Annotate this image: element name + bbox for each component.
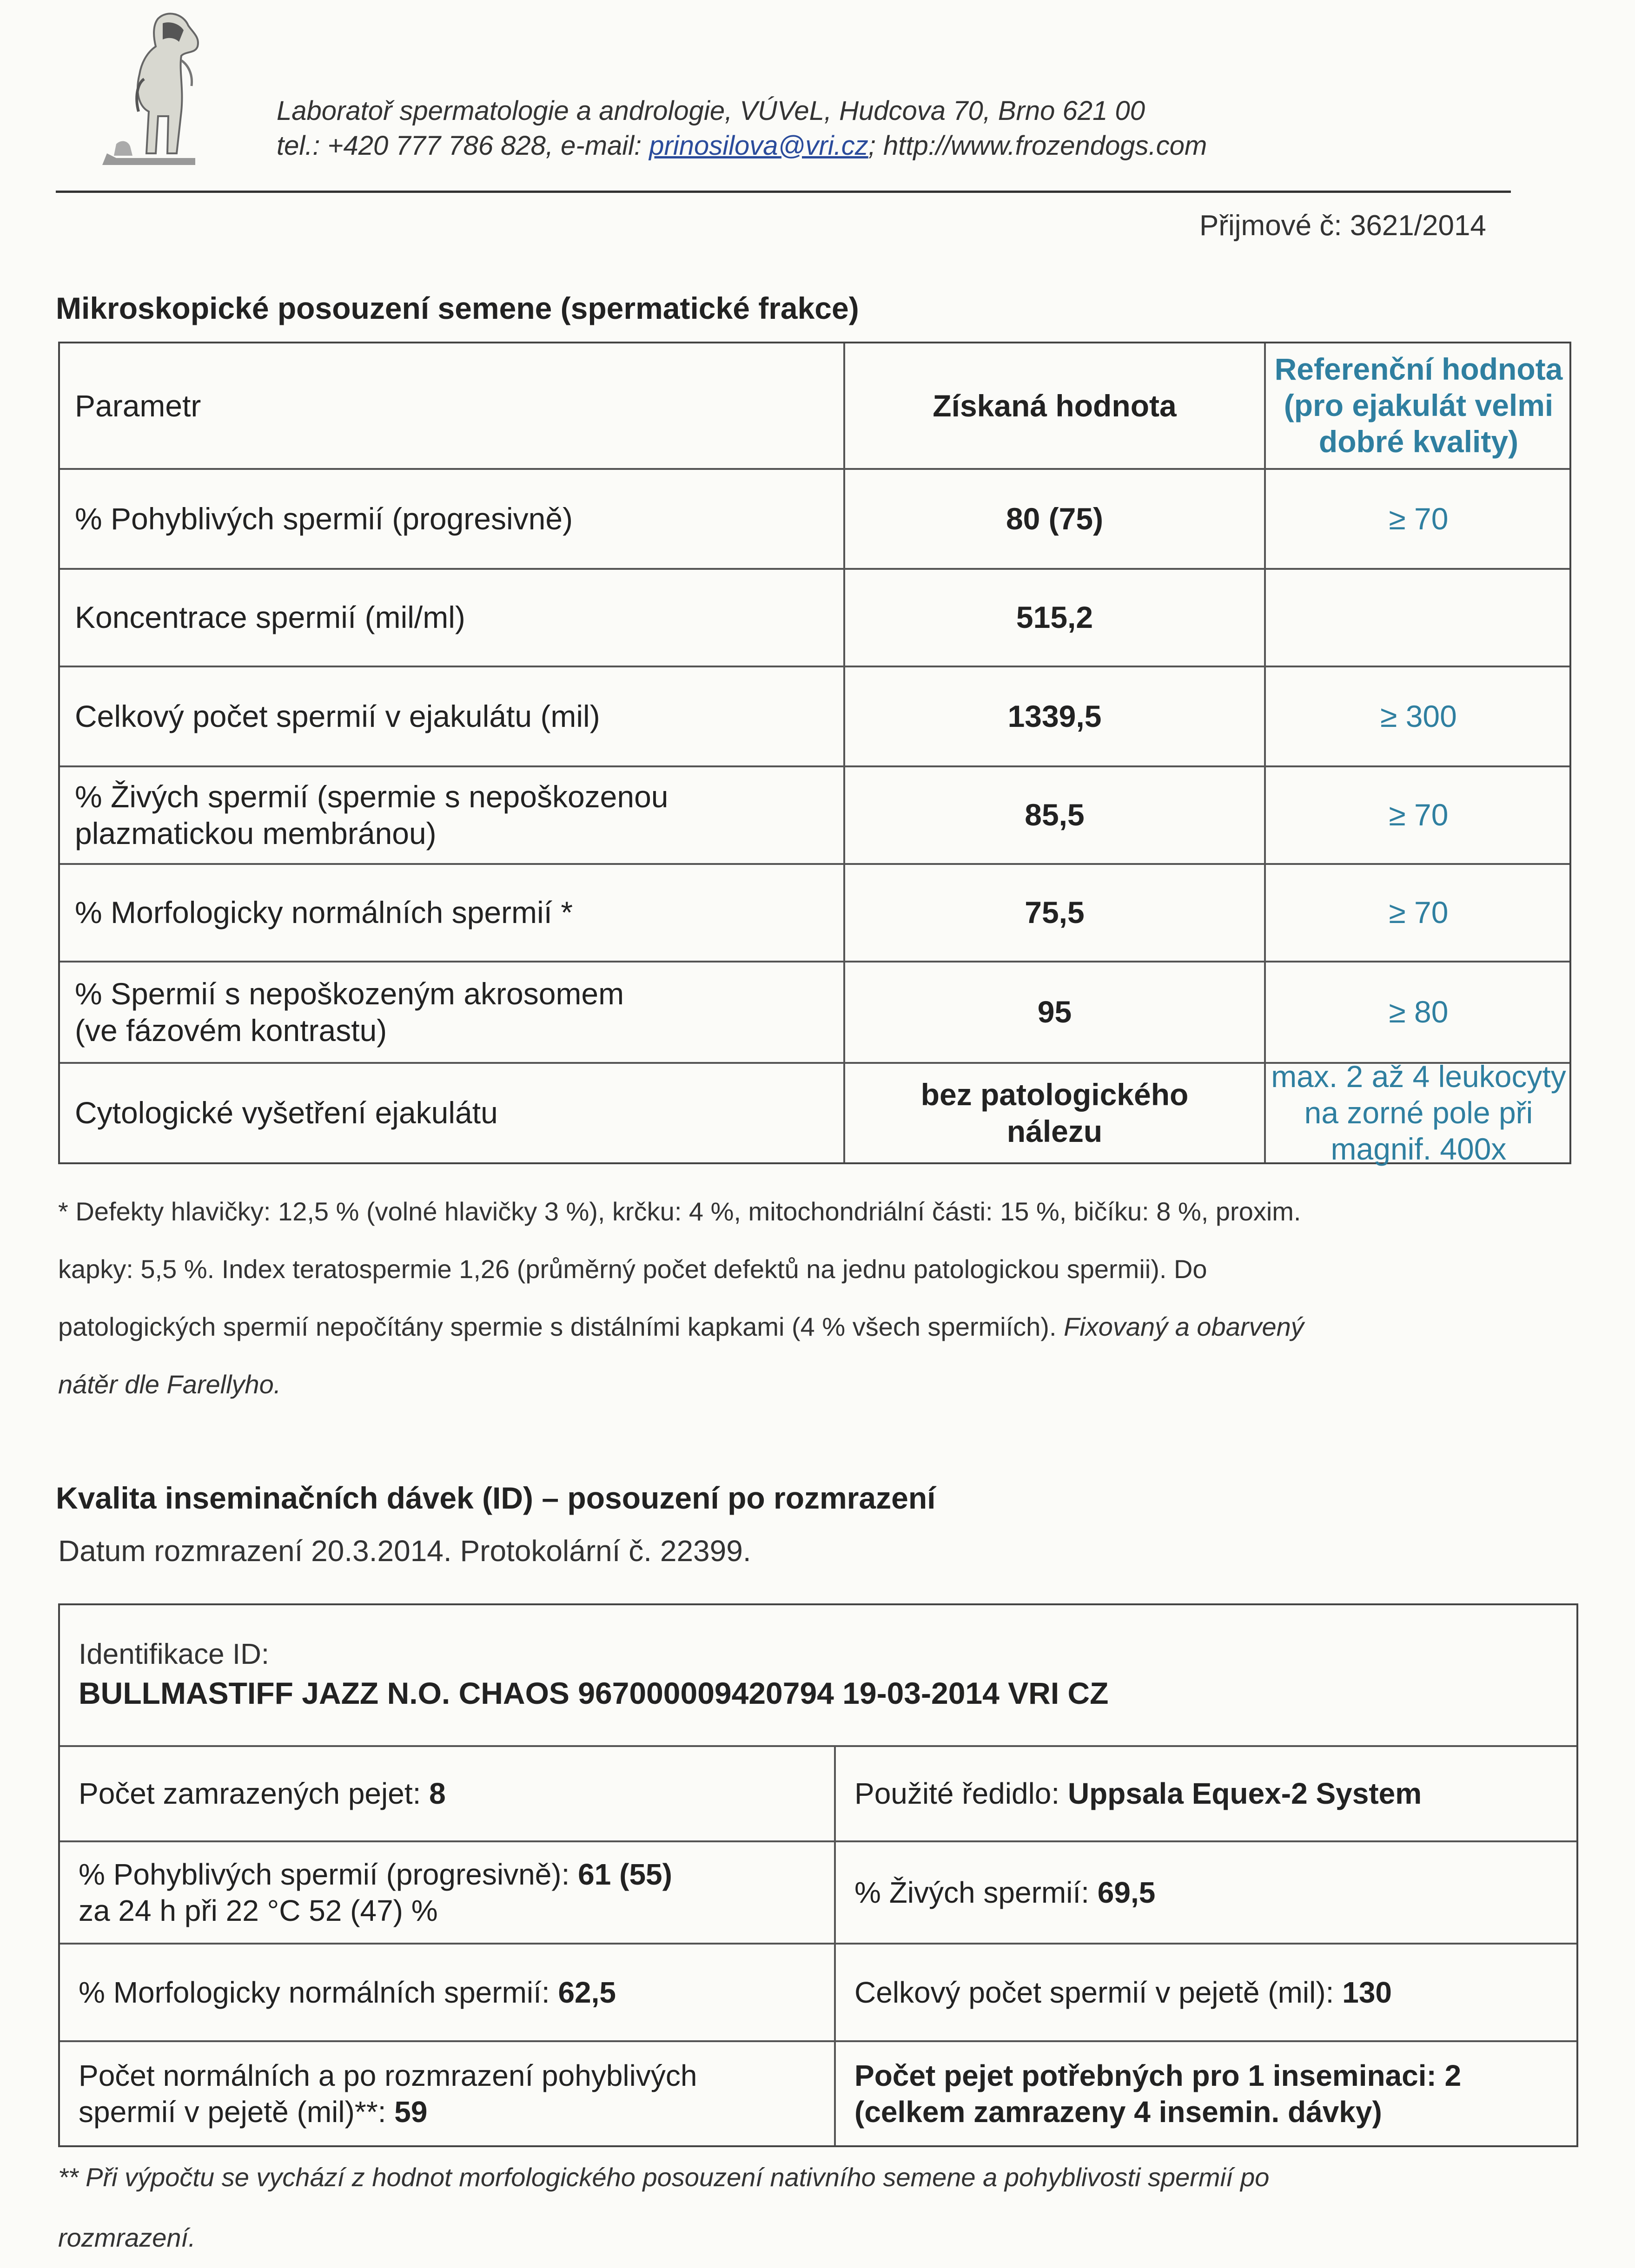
normal-motile-label-2: spermií v pejetě (mil)**: bbox=[79, 2095, 395, 2129]
value-cell: 515,2 bbox=[1016, 600, 1093, 635]
reference-cell: max. 2 až 4 leukocyty bbox=[1271, 1059, 1566, 1094]
motility-24h: za 24 h při 22 °C 52 (47) % bbox=[79, 1894, 438, 1927]
frozen-straws-value: 8 bbox=[429, 1777, 446, 1811]
table-row bbox=[60, 570, 1569, 667]
identification-row bbox=[60, 1605, 1576, 1747]
dog-statue-icon bbox=[88, 5, 223, 177]
reference-cell: ≥ 70 bbox=[1389, 895, 1449, 930]
reference-cell: ≥ 70 bbox=[1389, 798, 1449, 832]
parameter-cell: % Živých spermií (spermie s nepoškozenou bbox=[75, 779, 669, 814]
morphology-label: % Morfologicky normálních spermií: bbox=[79, 1975, 558, 2009]
table-row bbox=[60, 1747, 1576, 1842]
thaw-date-line: Datum rozmrazení 20.3.2014. Protokolární č. 22399. bbox=[58, 1534, 751, 1568]
insemination-section-title: Kvalita inseminačních dávek (ID) – posouzení po rozmrazení bbox=[56, 1481, 936, 1515]
live-sperm-label: % Živých spermií: bbox=[854, 1875, 1098, 1909]
lab-address: Laboratoř spermatologie a andrologie, VÚVeL, Hudcova 70, Brno 621 00 bbox=[277, 96, 1145, 126]
table-row bbox=[60, 2042, 1576, 2145]
reference-cell: ≥ 70 bbox=[1389, 501, 1449, 536]
morphology-value: 62,5 bbox=[558, 1975, 616, 2009]
note-italic: nátěr dle Farellyho. bbox=[58, 1370, 281, 1399]
microscopy-table bbox=[58, 342, 1571, 1164]
dog-statue-logo bbox=[88, 5, 223, 177]
value-cell: 80 (75) bbox=[1006, 501, 1104, 536]
parameter-cell: % Pohyblivých spermií (progresivně) bbox=[75, 501, 573, 536]
value-cell: 1339,5 bbox=[1007, 699, 1102, 733]
total-doses: (celkem zamrazeny 4 insemin. dávky) bbox=[854, 2095, 1382, 2129]
table-row bbox=[60, 470, 1569, 570]
extender-label: Použité ředidlo: bbox=[854, 1777, 1068, 1811]
lab-telephone: tel.: +420 777 786 828, e-mail: bbox=[277, 131, 649, 161]
parameter-cell: % Morfologicky normálních spermií * bbox=[75, 895, 573, 930]
header-value: Získaná hodnota bbox=[843, 343, 1264, 468]
total-count-value: 130 bbox=[1342, 1975, 1392, 2009]
value-cell: bez patologického bbox=[920, 1077, 1189, 1112]
note-line: kapky: 5,5 %. Index teratospermie 1,26 (průměrný počet defektů na jednu patologickou spermii). Do bbox=[58, 1254, 1207, 1284]
table-row: % Spermií s nepoškozeným akrosomem (ve fázovém kontrastu) 95 ≥ 80 bbox=[60, 963, 1569, 1064]
live-sperm-value: 69,5 bbox=[1097, 1875, 1156, 1909]
header-parameter: Parametr bbox=[75, 389, 201, 423]
website-text: ; http://www.frozendogs.com bbox=[868, 131, 1207, 161]
total-count-label: Celkový počet spermií v pejetě (mil): bbox=[854, 1975, 1343, 2009]
identification-label: Identifikace ID: bbox=[79, 1638, 270, 1670]
microscopy-section-title: Mikroskopické posouzení semene (spermatické frakce) bbox=[56, 291, 859, 325]
lab-contact bbox=[277, 130, 1207, 161]
frozen-straws-label: Počet zamrazených pejet: bbox=[79, 1777, 430, 1811]
table-row: Cytologické vyšetření ejakulátu bez patologického nálezu max. 2 až 4 leukocyty na zorné pole při magnif. 400x bbox=[60, 1064, 1569, 1162]
motility-value: 61 (55) bbox=[578, 1857, 672, 1891]
footnote bbox=[58, 2147, 1569, 2268]
note-line: patologických spermií nepočítány spermie s distálními kapkami (4 % všech spermiích). Fixovaný a obarvený bbox=[58, 1312, 1304, 1341]
table-row bbox=[60, 1842, 1576, 1945]
header-reference-line: (pro ejakulát velmi bbox=[1284, 388, 1554, 423]
header-divider bbox=[56, 191, 1511, 193]
insemination-table bbox=[58, 1603, 1578, 2147]
parameter-cell: Cytologické vyšetření ejakulátu bbox=[75, 1095, 498, 1130]
table-header-row bbox=[60, 343, 1569, 470]
parameter-cell: % Spermií s nepoškozeným akrosomem bbox=[75, 976, 624, 1011]
defects-note bbox=[58, 1183, 1569, 1413]
header-reference bbox=[1264, 343, 1571, 468]
motility-label: % Pohyblivých spermií (progresivně): bbox=[79, 1857, 578, 1891]
note-italic: Fixovaný a obarvený bbox=[1064, 1312, 1304, 1341]
value-cell: 95 bbox=[1037, 995, 1072, 1029]
note-line: * Defekty hlavičky: 12,5 % (volné hlavičky 3 %), krčku: 4 %, mitochondriální části: 15 %, bičíku: 8 %, proxim. bbox=[58, 1197, 1301, 1226]
footnote-line: rozmrazení. bbox=[58, 2223, 196, 2252]
header-reference-line: Referenční hodnota bbox=[1274, 352, 1563, 387]
note-line bbox=[58, 1356, 1569, 1413]
reference-cell: ≥ 80 bbox=[1389, 995, 1449, 1029]
table-row: % Živých spermií (spermie s nepoškozenou plazmatickou membránou) 85,5 ≥ 70 bbox=[60, 767, 1569, 865]
straws-per-insemination: Počet pejet potřebných pro 1 inseminaci: 2 bbox=[854, 2058, 1462, 2092]
table-row bbox=[60, 865, 1569, 963]
table-row bbox=[60, 667, 1569, 767]
identification-value: BULLMASTIFF JAZZ N.O. CHAOS 967000009420794 19-03-2014 VRI CZ bbox=[79, 1676, 1109, 1710]
receipt-number: Přijmové č: 3621/2014 bbox=[1199, 210, 1486, 242]
extender-value: Uppsala Equex-2 System bbox=[1067, 1777, 1422, 1811]
value-cell: 85,5 bbox=[1025, 798, 1085, 832]
normal-motile-label: Počet normálních a po rozmrazení pohyblivých bbox=[79, 2058, 697, 2092]
header-reference-line: dobré kvality) bbox=[1318, 424, 1519, 459]
parameter-cell: Koncentrace spermií (mil/ml) bbox=[75, 600, 465, 635]
reference-cell: ≥ 300 bbox=[1380, 699, 1457, 733]
email-link[interactable]: prinosilova@vri.cz bbox=[649, 131, 868, 161]
value-cell: 75,5 bbox=[1025, 895, 1085, 930]
normal-motile-value: 59 bbox=[394, 2095, 428, 2129]
footnote-line: ** Při výpočtu se vychází z hodnot morfologického posouzení nativního semene a pohyblivosti spermií po bbox=[58, 2163, 1270, 2192]
parameter-cell: Celkový počet spermií v ejakulátu (mil) bbox=[75, 699, 600, 733]
table-row bbox=[60, 1945, 1576, 2042]
